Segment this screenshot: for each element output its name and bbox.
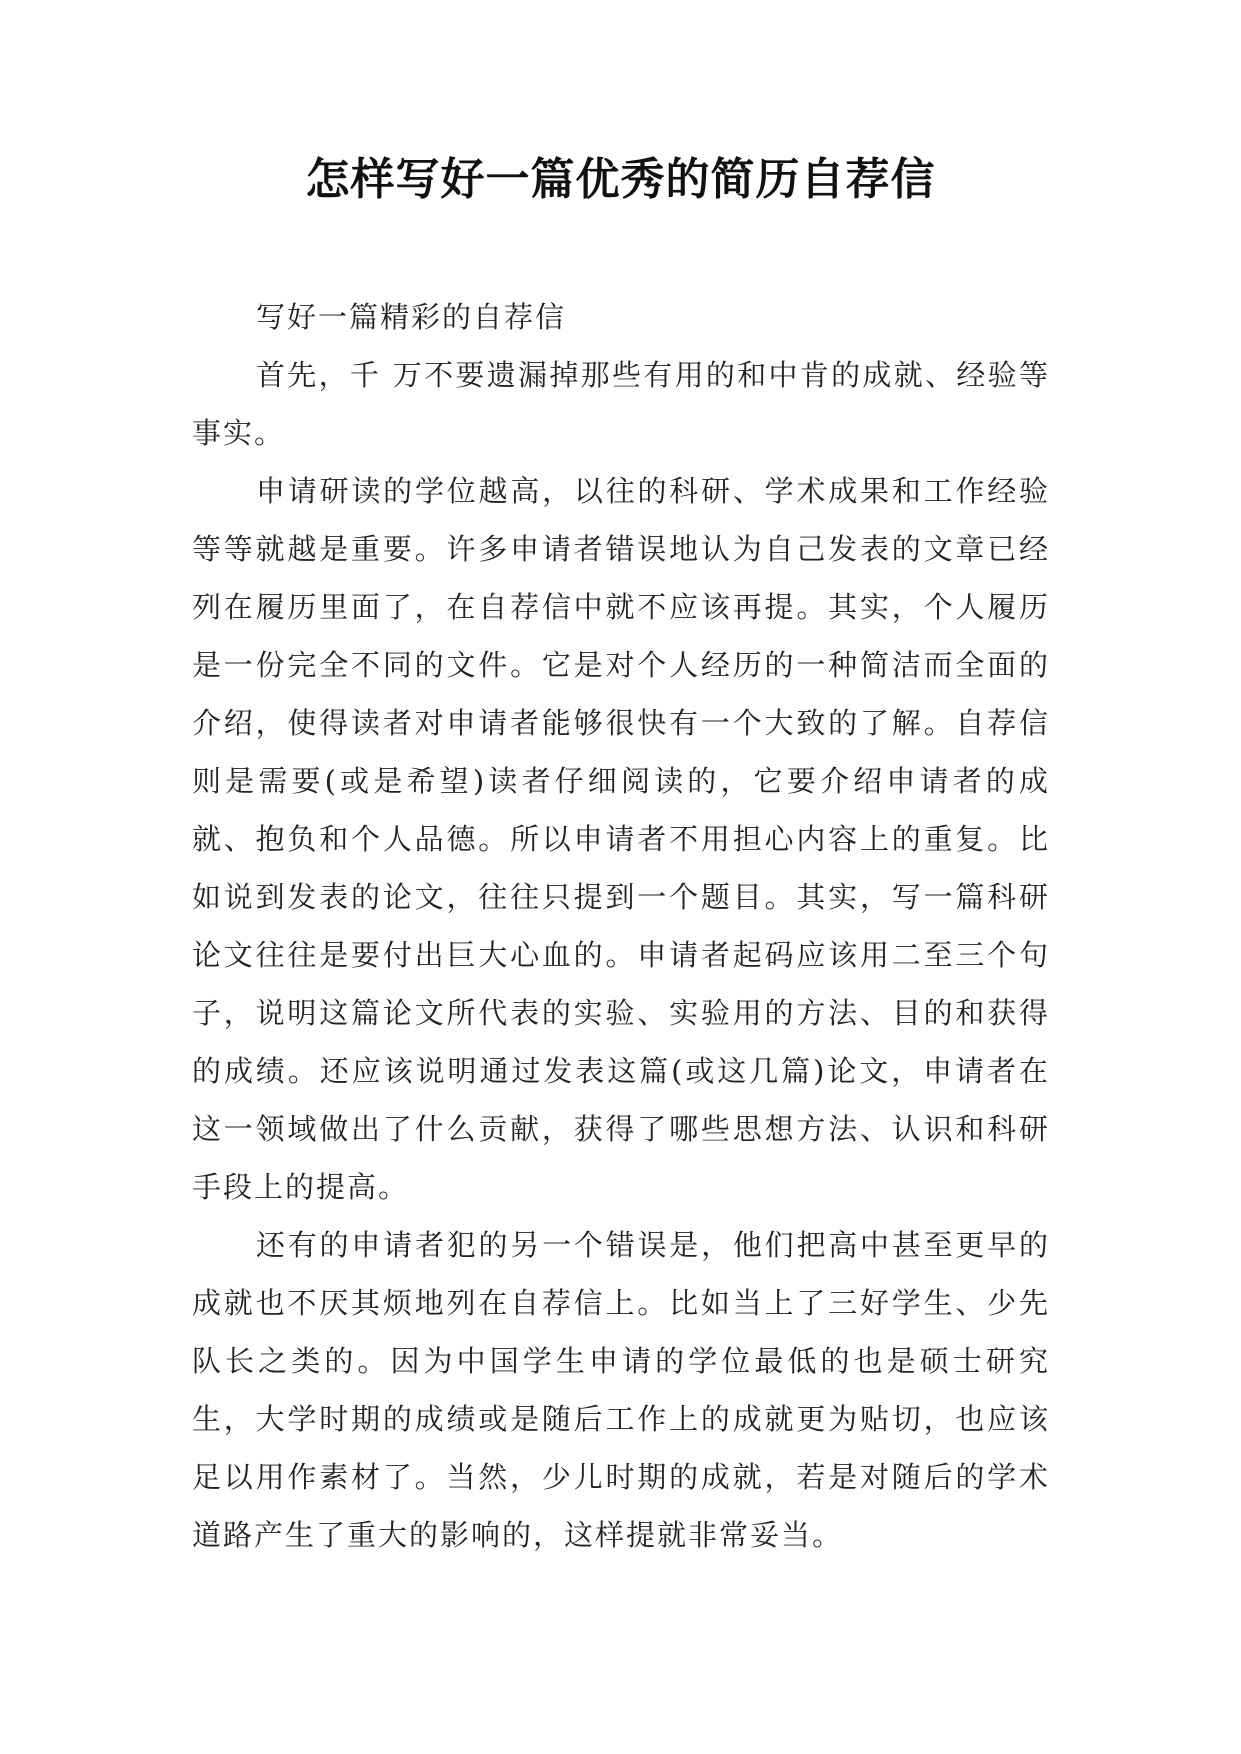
paragraph-3: 还有的申请者犯的另一个错误是，他们把高中甚至更早的成就也不厌其烦地列在自荐信上。比如当上了三好学生、少先队长之类的。因为中国学生申请的学位最低的也是硕士研究生，大学时期的成绩或是随后工作上的成就更为贴切，也应该足以用作素材了。当然，少儿时期的成就，若是对随后的学术道路产生了重大的影响的，这样提就非常妥当。 bbox=[192, 1228, 1050, 1552]
paragraph-1: 首先，千 万不要遗漏掉那些有用的和中肯的成就、经验等事实。 bbox=[192, 358, 1050, 450]
paragraph-subtitle: 写好一篇精彩的自荐信 bbox=[256, 300, 567, 334]
document-body bbox=[192, 288, 1050, 1564]
paragraph-2: 申请研读的学位越高，以往的科研、学术成果和工作经验等等就越是重要。许多申请者错误地认为自己发表的文章已经列在履历里面了，在自荐信中就不应该再提。其实，个人履历是一份完全不同的文件。它是对个人经历的一种简洁而全面的介绍，使得读者对申请者能够很快有一个大致的了解。自荐信则是需要(或是希望)读者仔细阅读的，它要介绍申请者的成就、抱负和个人品德。所以申请者不用担心内容上的重复。比如说到发表的论文，往往只提到一个题目。其实，写一篇科研论文往往是要付出巨大心血的。申请者起码应该用二至三个句子，说明这篇论文所代表的实验、实验用的方法、目的和获得的成绩。还应该说明通过发表这篇(或这几篇)论文，申请者在这一领域做出了什么贡献，获得了哪些思想方法、认识和科研手段上的提高。 bbox=[192, 474, 1050, 1204]
document-title: 怎样写好一篇优秀的简历自荐信 bbox=[305, 154, 936, 205]
